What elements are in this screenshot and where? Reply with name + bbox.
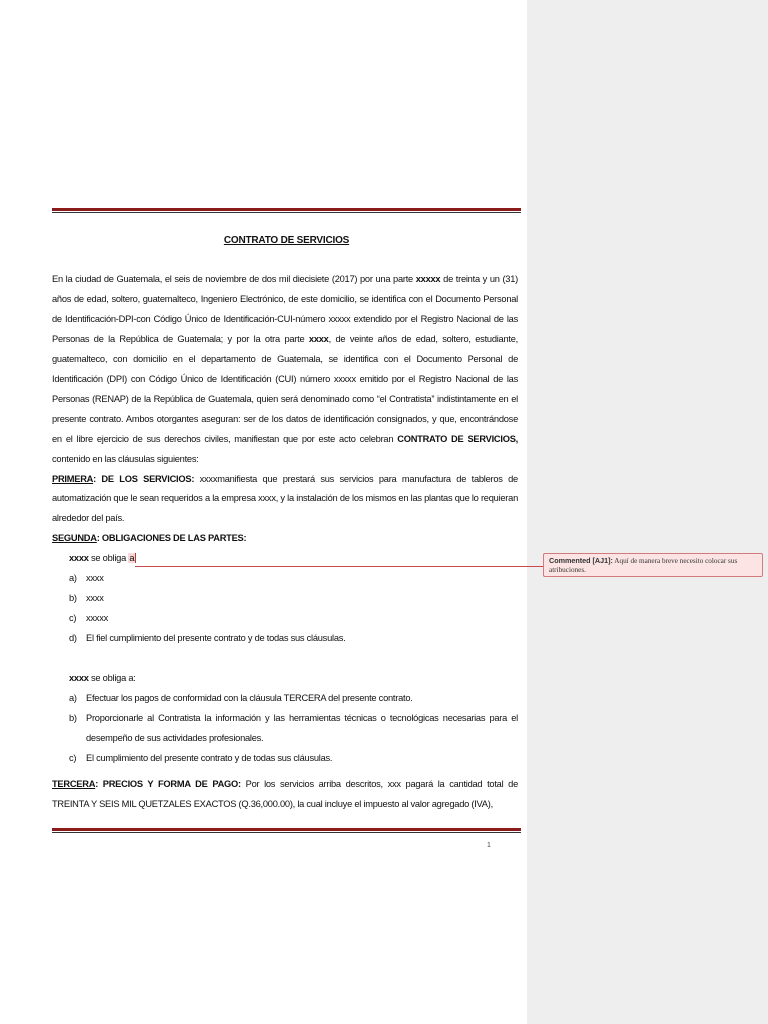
comment-connector-line — [135, 566, 543, 567]
intro-paragraph: En la ciudad de Guatemala, el seis de noviembre de dos mil diecisiete (2017) por una parte xxxxx de treinta y un (31) años de edad, soltero, guatemalteco, Ingeniero Electrónico, de este domicilio, se identifica con el Documento Personal de Identificación-DPI-con Código Único de Identificación-CUI-número xxxxx extendido por el Registro Nacional de las Personas de la República de Guatemala; y por la otra parte xxxx, de veinte años de edad, soltero, estudiante, guatemalteco, con domicilio en el departamento de Guatemala, se identifica con el Documento Personal de Identificación (DPI) con Código Único de Identificación (CUI) número xxxxx emitido por el Registro Nacional de las Personas (RENAP) de la República de Guatemala, quien será denominado como “el Contratista” indistintamente en el presente contrato. Ambos otorgantes aseguran: ser de los datos de identificación consignados, y que, encontrándose en el libre ejercicio de sus derechos civiles, manifiestan que por este acto celebran CONTRATO DE SERVICIOS, contenido en las cláusulas siguientes: — [52, 274, 518, 464]
commented-text-anchor[interactable]: a — [129, 553, 135, 564]
list-item: c) El cumplimiento del presente contrato y de todas sus cláusulas. — [69, 752, 333, 763]
clause-tercera: TERCERA: PRECIOS Y FORMA DE PAGO: Por los servicios arriba descritos, xxx pagará la cantidad total de TREINTA Y SEIS MIL QUETZALES EXACTOS (Q.36,000.00), la cual incluye el impuesto al valor agregado (IVA), — [52, 778, 518, 809]
comments-pane — [527, 0, 768, 1024]
header-rule — [52, 208, 521, 213]
list-item: b) Proporcionarle al Contratista la información y las herramientas técnicas o tecnológicas necesarias para el desempeño de sus actividades profesionales. — [69, 712, 518, 743]
party2-obligations-list — [52, 689, 518, 769]
party1-obligations-list — [52, 569, 518, 649]
list-item: b) xxxx — [69, 593, 104, 604]
list-item: d) El fiel cumplimiento del presente contrato y de todas sus cláusulas. — [69, 633, 346, 644]
comment-author: Commented [AJ1]: — [549, 556, 613, 565]
list-item: c) xxxxx — [69, 613, 108, 624]
party2-lead: xxxx se obliga a: — [69, 673, 136, 684]
comment-balloon[interactable] — [543, 553, 763, 577]
list-item: a) Efectuar los pagos de conformidad con la cláusula TERCERA del presente contrato. — [69, 693, 413, 703]
clause-primera: PRIMERA: DE LOS SERVICIOS: xxxxmanifiesta que prestará sus servicios para manufactura de tableros de automatización que le sean requeridos a la empresa xxxx, y la instalación de los mismos en las plantas que lo requieran alrededor del país. — [52, 473, 518, 524]
document-body[interactable] — [52, 270, 518, 815]
document-title: CONTRATO DE SERVICIOS — [223, 235, 350, 246]
clause-segunda-heading: SEGUNDA: OBLIGACIONES DE LAS PARTES: — [52, 533, 247, 544]
comment-text: Aquí de manera breve necesito colocar sus atribuciones. — [549, 557, 738, 574]
footer-rule — [52, 828, 521, 833]
party1-lead: xxxx se obliga a — [69, 553, 135, 564]
page-number: 1 — [487, 842, 491, 849]
list-item: a) xxxx — [69, 573, 104, 584]
